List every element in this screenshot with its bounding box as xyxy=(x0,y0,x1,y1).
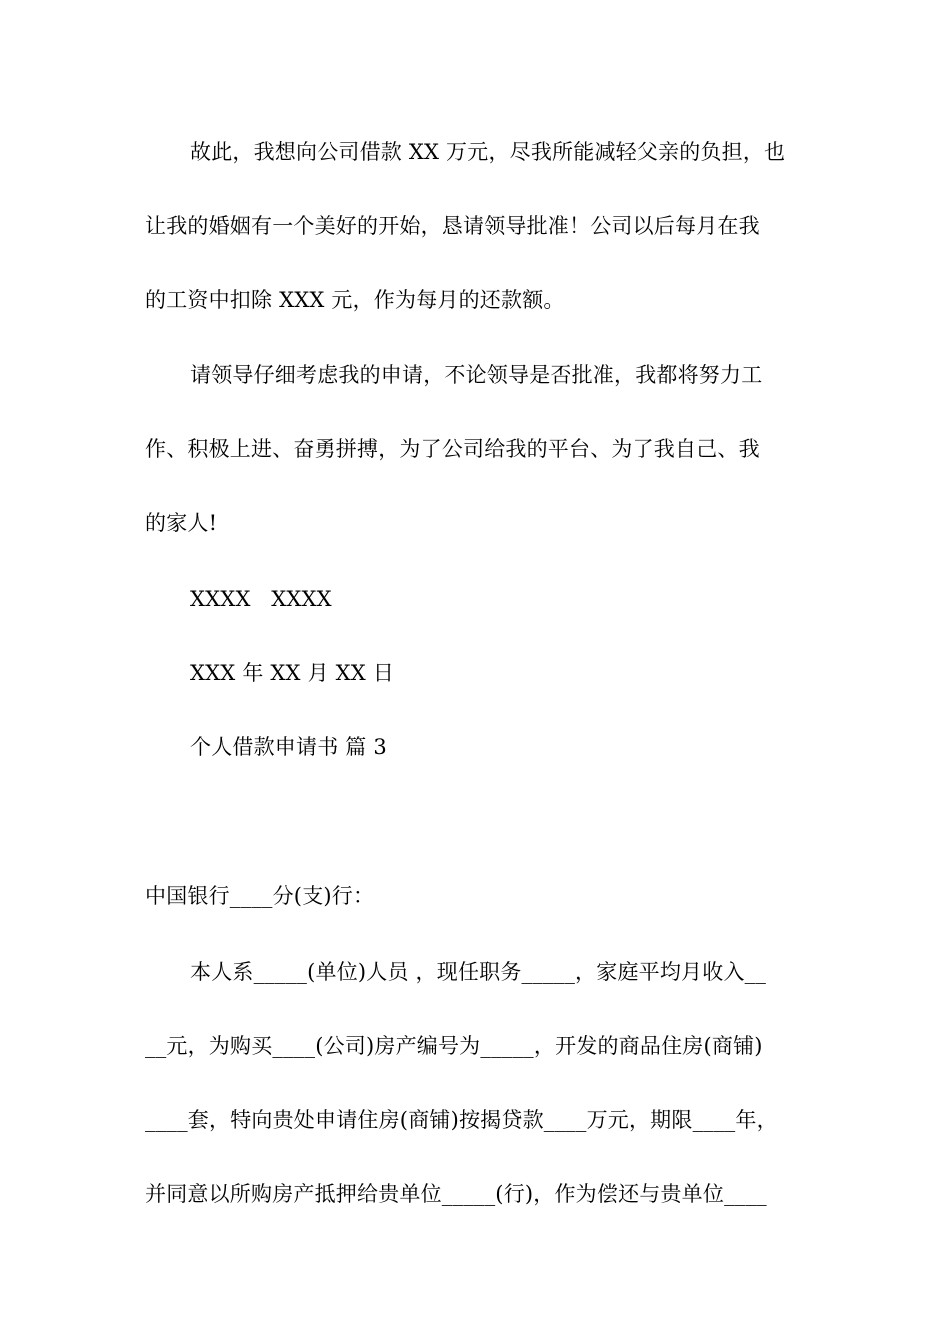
date-line: XXX 年 XX 月 XX 日 xyxy=(190,661,395,685)
section-title: 个人借款申请书 篇 3 xyxy=(190,735,387,759)
paragraph-2-line-2: 作、积极上进、奋勇拼搏，为了公司给我的平台、为了我自己、我 xyxy=(145,437,760,461)
paragraph-1-line-1: 故此，我想向公司借款 XX 万元，尽我所能减轻父亲的负担，也 xyxy=(190,140,786,164)
paragraph-3-line-4: 并同意以所购房产抵押给贵单位_____(行)，作为偿还与贵单位____ xyxy=(145,1182,767,1206)
paragraph-1-line-3: 的工资中扣除 XXX 元，作为每月的还款额。 xyxy=(145,288,565,312)
signature-line: XXXX XXXX xyxy=(190,587,332,611)
paragraph-3-line-2: __元，为购买____(公司)房产编号为_____，开发的商品住房(商铺) xyxy=(145,1034,763,1058)
paragraph-3-line-3: ____套，特向贵处申请住房(商铺)按揭贷款____万元，期限____年， xyxy=(145,1108,778,1132)
paragraph-2-line-3: 的家人! xyxy=(145,511,218,535)
salutation-line: 中国银行____分(支)行： xyxy=(145,884,375,908)
paragraph-3-line-1: 本人系_____(单位)人员 ，现任职务_____，家庭平均月收入__ xyxy=(190,960,767,984)
paragraph-1-line-2: 让我的婚姻有一个美好的开始，恳请领导批准！公司以后每月在我 xyxy=(145,214,760,238)
paragraph-2-line-1: 请领导仔细考虑我的申请，不论领导是否批准，我都将努力工 xyxy=(190,363,763,387)
